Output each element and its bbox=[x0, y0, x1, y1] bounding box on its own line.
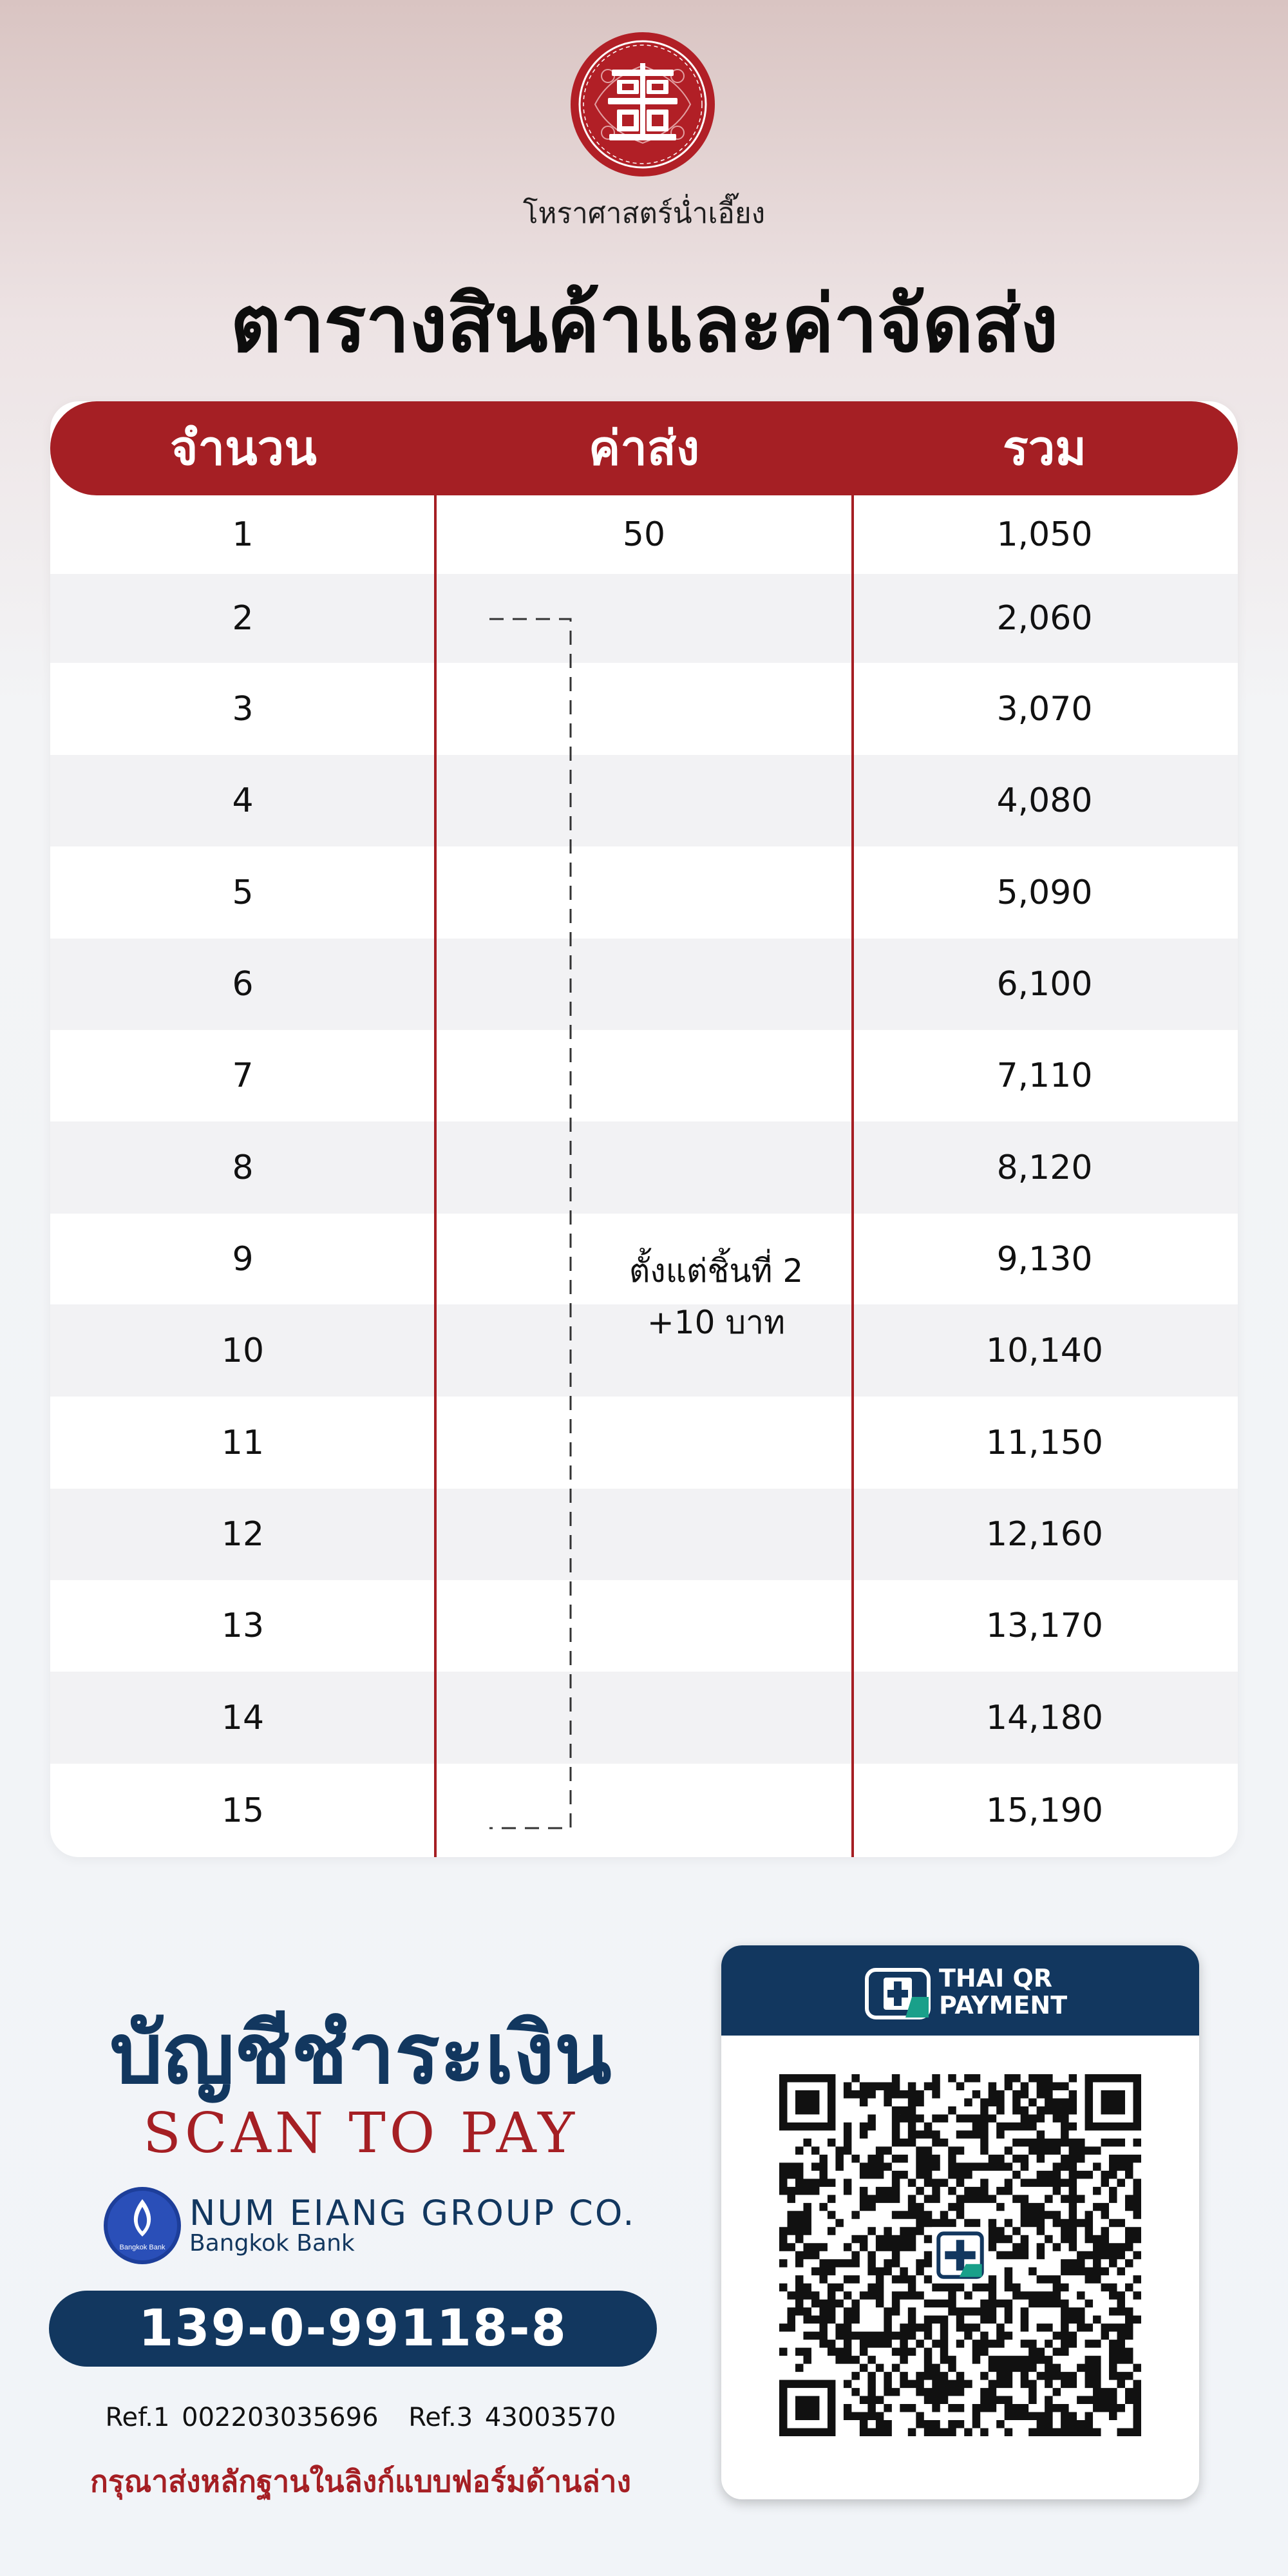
cell-quantity: 7 bbox=[232, 1056, 254, 1095]
bank-logo-text: Bangkok Bank bbox=[119, 2244, 166, 2251]
cell-quantity: 6 bbox=[232, 965, 254, 1004]
cell-quantity: 5 bbox=[232, 873, 254, 912]
cell-total: 13,170 bbox=[986, 1607, 1103, 1645]
cell-quantity: 10 bbox=[221, 1331, 265, 1370]
cell-total: 14,180 bbox=[986, 1698, 1103, 1737]
cell-total: 5,090 bbox=[996, 873, 1093, 912]
cell-quantity: 11 bbox=[221, 1423, 265, 1462]
brand-name: โหราศาสตร์น่ำเอี๊ยง bbox=[522, 197, 766, 230]
cell-quantity: 8 bbox=[232, 1148, 254, 1187]
cell-total: 11,150 bbox=[986, 1423, 1103, 1462]
cell-total: 12,160 bbox=[986, 1515, 1103, 1554]
cell-quantity: 15 bbox=[221, 1791, 265, 1830]
bank-name: Bangkok Bank bbox=[189, 2230, 355, 2256]
cell-total: 9,130 bbox=[996, 1239, 1093, 1279]
cell-quantity: 12 bbox=[221, 1515, 265, 1554]
qr-brand-line2: PAYMENT bbox=[939, 1991, 1068, 2019]
cell-quantity: 1 bbox=[232, 515, 254, 554]
shipping-note-line2: +10 บาท bbox=[647, 1304, 786, 1341]
cell-total: 15,190 bbox=[986, 1791, 1103, 1830]
cell-total: 4,080 bbox=[996, 781, 1093, 820]
cell-quantity: 14 bbox=[221, 1698, 265, 1737]
ref1: Ref.1 002203035696 bbox=[105, 2403, 379, 2432]
qr-brand-line1: THAI QR bbox=[939, 1964, 1053, 1992]
header-total: รวม bbox=[1002, 421, 1087, 476]
qr-code[interactable] bbox=[779, 2074, 1141, 2436]
cell-shipping: 50 bbox=[622, 515, 666, 554]
shipping-table bbox=[50, 401, 1238, 1857]
cell-total: 7,110 bbox=[996, 1056, 1093, 1095]
page-title: ตารางสินค้าและค่าจัดส่ง bbox=[230, 278, 1058, 370]
thai-qr-icon bbox=[864, 1967, 931, 2020]
header-quantity: จำนวน bbox=[170, 421, 317, 476]
cell-quantity: 3 bbox=[232, 689, 254, 729]
payment-title: บัญชีชำระเงิน bbox=[109, 2005, 612, 2103]
cell-total: 3,070 bbox=[996, 689, 1093, 729]
cell-total: 1,050 bbox=[996, 515, 1093, 554]
qr-payment-card[interactable] bbox=[721, 1945, 1199, 2499]
thai-qr-brand bbox=[939, 1965, 1067, 2019]
payment-notice: กรุณาส่งหลักฐานในลิงก์แบบฟอร์มด้านล่าง bbox=[90, 2464, 631, 2499]
cell-total: 10,140 bbox=[986, 1331, 1103, 1370]
cell-quantity: 2 bbox=[232, 599, 254, 638]
scan-to-pay: SCAN TO PAY bbox=[143, 2101, 578, 2166]
cell-quantity: 9 bbox=[232, 1239, 254, 1279]
cell-total: 2,060 bbox=[996, 599, 1093, 638]
shipping-note-line1: ตั้งแต่ชิ้นที่ 2 bbox=[629, 1252, 804, 1290]
range-bracket bbox=[50, 401, 1238, 1857]
header-shipping: ค่าส่ง bbox=[588, 421, 700, 476]
account-number: 139-0-99118-8 bbox=[49, 2291, 657, 2367]
cell-total: 8,120 bbox=[996, 1148, 1093, 1187]
account-name: NUM EIANG GROUP CO. bbox=[189, 2193, 636, 2233]
reference-numbers bbox=[39, 2403, 683, 2432]
cell-quantity: 4 bbox=[232, 781, 254, 820]
shipping-note bbox=[587, 1245, 845, 1348]
cell-total: 6,100 bbox=[996, 965, 1093, 1004]
qr-card-header bbox=[721, 1945, 1199, 2036]
ref3: Ref.3 43003570 bbox=[408, 2403, 616, 2432]
bangkok-bank-logo bbox=[103, 2186, 182, 2265]
brand-logo bbox=[569, 31, 716, 178]
cell-quantity: 13 bbox=[221, 1607, 265, 1645]
